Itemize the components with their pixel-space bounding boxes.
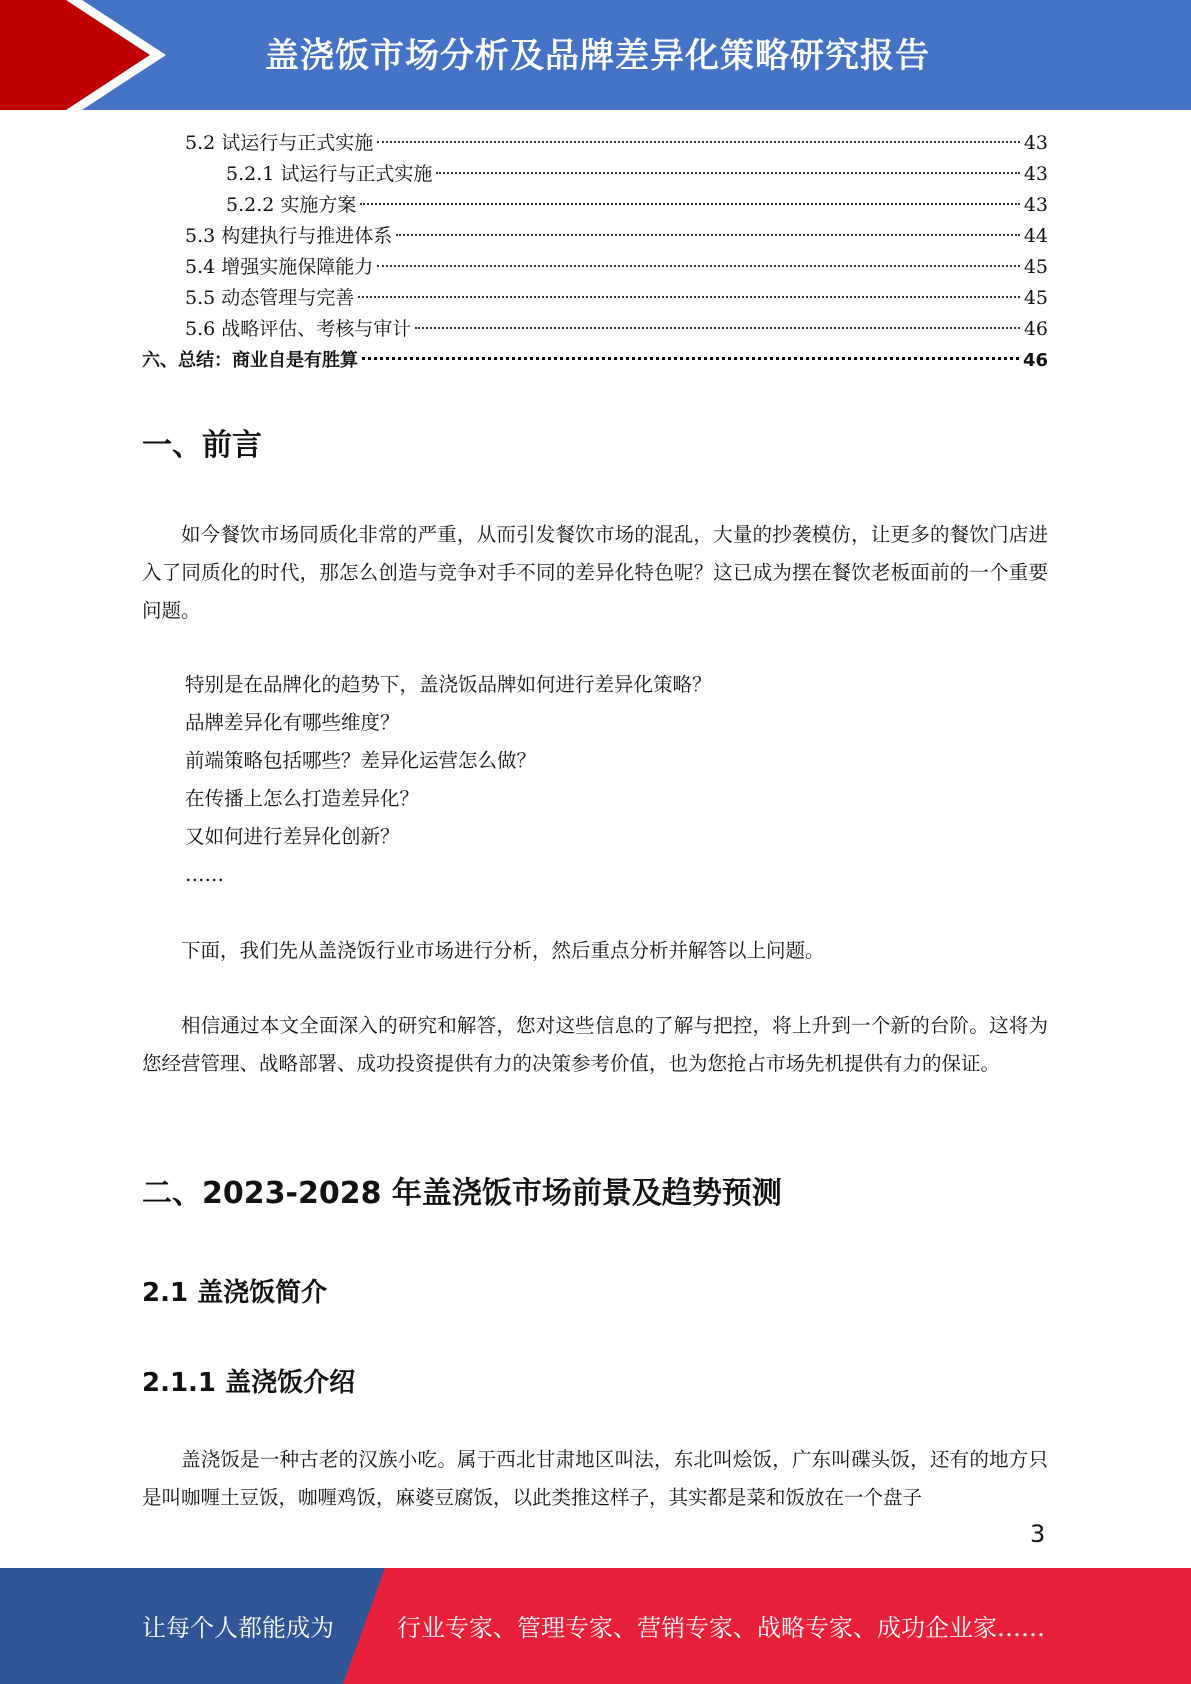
toc-leader-dots bbox=[377, 265, 1020, 267]
preface-paragraph-1: 如今餐饮市场同质化非常的严重，从而引发餐饮市场的混乱，大量的抄袭模仿，让更多的餐饮门店进入了同质化的时代，那怎么创造与竞争对手不同的差异化特色呢？这已成为摆在餐饮老板面前的一个重要问题。 bbox=[142, 523, 1048, 622]
toc-entry-label: 5.5 动态管理与完善 bbox=[185, 283, 356, 314]
toc-leader-dots bbox=[436, 172, 1019, 174]
toc-entry-label: 5.2 试运行与正式实施 bbox=[185, 128, 375, 159]
page-number: 3 bbox=[1030, 1520, 1046, 1548]
toc-entry-page: 46 bbox=[1022, 350, 1048, 371]
question-item: 品牌差异化有哪些维度？ bbox=[185, 711, 400, 734]
report-title: 盖浇饭市场分析及品牌差异化策略研究报告 bbox=[265, 36, 930, 76]
toc-entry-label: 5.2.1 试运行与正式实施 bbox=[226, 159, 434, 190]
toc-leader-dots bbox=[360, 203, 1019, 205]
toc-entry[interactable] bbox=[142, 283, 1048, 314]
toc-entry[interactable] bbox=[142, 314, 1048, 345]
section-2-1-heading: 2.1 盖浇饭简介 bbox=[142, 1278, 328, 1308]
toc-entry-page: 43 bbox=[1023, 194, 1048, 216]
toc-entry-label: 5.3 构建执行与推进体系 bbox=[185, 221, 394, 252]
section-2-1-1-heading: 2.1.1 盖浇饭介绍 bbox=[142, 1368, 356, 1398]
header-arrow-red bbox=[0, 0, 150, 110]
preface-paragraph-3: 相信通过本文全面深入的研究和解答，您对这些信息的了解与把控，将上升到一个新的台阶。这将为您经营管理、战略部署、成功投资提供有力的决策参考价值，也为您抢占市场先机提供有力的保证。 bbox=[142, 1014, 1048, 1075]
toc-entry-page: 43 bbox=[1023, 163, 1048, 185]
toc-entry-label: 5.4 增强实施保障能力 bbox=[185, 252, 375, 283]
toc-entry-page: 43 bbox=[1023, 132, 1048, 154]
toc-entry[interactable] bbox=[142, 128, 1048, 159]
toc-entry-page: 44 bbox=[1023, 225, 1048, 247]
question-item: 又如何进行差异化创新？ bbox=[185, 825, 400, 848]
page-footer bbox=[0, 1568, 1191, 1684]
toc-entry-page: 46 bbox=[1023, 318, 1048, 340]
toc-leader-dots bbox=[377, 141, 1020, 143]
question-item: 在传播上怎么打造差异化？ bbox=[185, 787, 420, 810]
question-item: …… bbox=[185, 863, 224, 886]
page-header bbox=[0, 0, 1191, 110]
footer-slogan-right: 行业专家、管理专家、营销专家、战略专家、成功企业家…… bbox=[397, 1614, 1045, 1642]
chapter-2-heading: 二、2023-2028 年盖浇饭市场前景及趋势预测 bbox=[142, 1176, 782, 1211]
table-of-contents bbox=[142, 128, 1048, 376]
toc-entry[interactable] bbox=[142, 190, 1048, 221]
toc-entry-page: 45 bbox=[1023, 287, 1048, 309]
toc-entry[interactable] bbox=[142, 221, 1048, 252]
toc-entry[interactable] bbox=[142, 345, 1048, 376]
toc-entry[interactable] bbox=[142, 159, 1048, 190]
toc-entry-page: 45 bbox=[1023, 256, 1048, 278]
toc-leader-dots bbox=[358, 296, 1020, 298]
section-2-1-1-paragraph: 盖浇饭是一种古老的汉族小吃。属于西北甘肃地区叫法，东北叫烩饭，广东叫碟头饭，还有的地方只是叫咖喱土豆饭，咖喱鸡饭，麻婆豆腐饭，以此类推这样子，其实都是菜和饭放在一个盘子 bbox=[142, 1448, 1048, 1509]
footer-slogan-left: 让每个人都能成为 bbox=[142, 1614, 334, 1642]
toc-entry[interactable] bbox=[142, 252, 1048, 283]
question-item: 前端策略包括哪些？差异化运营怎么做？ bbox=[185, 749, 537, 772]
preface-heading: 一、前言 bbox=[142, 428, 262, 463]
toc-leader-dots bbox=[415, 327, 1020, 329]
preface-paragraph-2: 下面，我们先从盖浇饭行业市场进行分析，然后重点分析并解答以上问题。 bbox=[181, 939, 825, 962]
toc-entry-label: 5.6 战略评估、考核与审计 bbox=[185, 314, 413, 345]
toc-entry-label: 六、总结：商业自是有胜算 bbox=[142, 345, 360, 376]
toc-leader-dots bbox=[396, 234, 1020, 236]
toc-leader-dots bbox=[362, 357, 1019, 360]
question-item: 特别是在品牌化的趋势下，盖浇饭品牌如何进行差异化策略？ bbox=[185, 673, 712, 696]
toc-entry-label: 5.2.2 实施方案 bbox=[226, 190, 358, 221]
question-list bbox=[185, 666, 712, 894]
